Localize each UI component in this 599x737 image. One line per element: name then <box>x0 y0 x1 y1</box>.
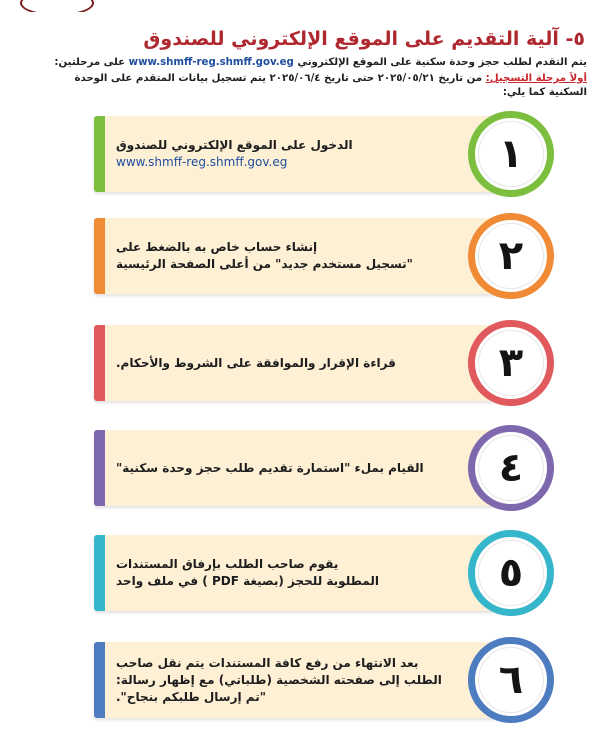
step-accent <box>94 535 105 611</box>
step-text: "تم إرسال طلبكم بنجاح". <box>116 689 266 704</box>
step-text: الدخول على الموقع الإلكتروني للصندوق <box>116 138 353 152</box>
intro-line-2 <box>12 72 587 86</box>
phase-text: من تاريخ ٢٠٢٥/٠٥/٢١ حتى تاريخ ٢٠٢٥/٠٦/٤ يتم تسجيل بيانات المتقدم على الوحدة <box>74 73 486 84</box>
step-5 <box>94 530 554 616</box>
step-text: المطلوبة للحجز (بصيغة PDF ) في ملف واحد <box>116 574 379 588</box>
step-text: القيام بملء "استمارة تقديم طلب حجز وحدة سكنية" <box>116 460 424 475</box>
step-accent <box>94 430 105 506</box>
intro-text: يتم التقدم لطلب حجز وحدة سكنية على الموقع الإلكتروني <box>297 57 587 68</box>
step-card <box>94 218 502 294</box>
step-card <box>94 325 502 401</box>
logo <box>14 0 98 12</box>
step-text: إنشاء حساب خاص به بالضغط على <box>116 240 318 254</box>
step-card <box>94 430 502 506</box>
step-number-circle <box>468 111 554 197</box>
phase-label: أولاً مرحلة التسجيل: <box>485 73 587 84</box>
intro-line-3: السكنية كما يلي: <box>502 87 587 98</box>
step-3 <box>94 320 554 406</box>
step-text: الطلب إلى صفحته الشخصية (طلباتي) مع إظهار رسالة: <box>116 672 442 687</box>
step-card <box>94 642 502 718</box>
step-number-circle <box>468 637 554 723</box>
step-accent <box>94 325 105 401</box>
step-number-circle <box>468 213 554 299</box>
step-number: ٣ <box>498 340 524 386</box>
step-number: ١ <box>498 131 524 177</box>
intro-url-link[interactable]: www.shmff-reg.shmff.gov.eg <box>128 57 294 68</box>
step-text: "تسجيل مستخدم جديد" من أعلى الصفحة الرئيسية <box>116 257 413 271</box>
step-number: ٢ <box>498 233 524 279</box>
step-4 <box>94 425 554 511</box>
step-6 <box>94 637 554 723</box>
step-text: قراءة الإقرار والموافقة على الشروط والأحكام. <box>116 355 396 370</box>
step-number: ٤ <box>498 445 524 491</box>
intro-text-end: على مرحلتين: <box>54 57 126 68</box>
step-accent <box>94 642 105 718</box>
step-number-circle <box>468 320 554 406</box>
step-1 <box>94 111 554 197</box>
step-accent <box>94 116 105 192</box>
step-accent <box>94 218 105 294</box>
step-text: يقوم صاحب الطلب بإرفاق المستندات <box>116 557 339 571</box>
step-2 <box>94 213 554 299</box>
step-card <box>94 116 502 192</box>
intro-line-1 <box>12 56 587 70</box>
step-url-link[interactable]: www.shmff-reg.shmff.gov.eg <box>116 155 288 169</box>
step-card <box>94 535 502 611</box>
step-text: بعد الانتهاء من رفع كافة المستندات يتم نقل صاحب <box>116 655 419 670</box>
step-number-circle <box>468 530 554 616</box>
page-title: ٥- آلية التقديم على الموقع الإلكتروني للصندوق <box>143 28 585 50</box>
step-number: ٥ <box>498 550 524 596</box>
step-number: ٦ <box>498 657 524 703</box>
step-number-circle <box>468 425 554 511</box>
